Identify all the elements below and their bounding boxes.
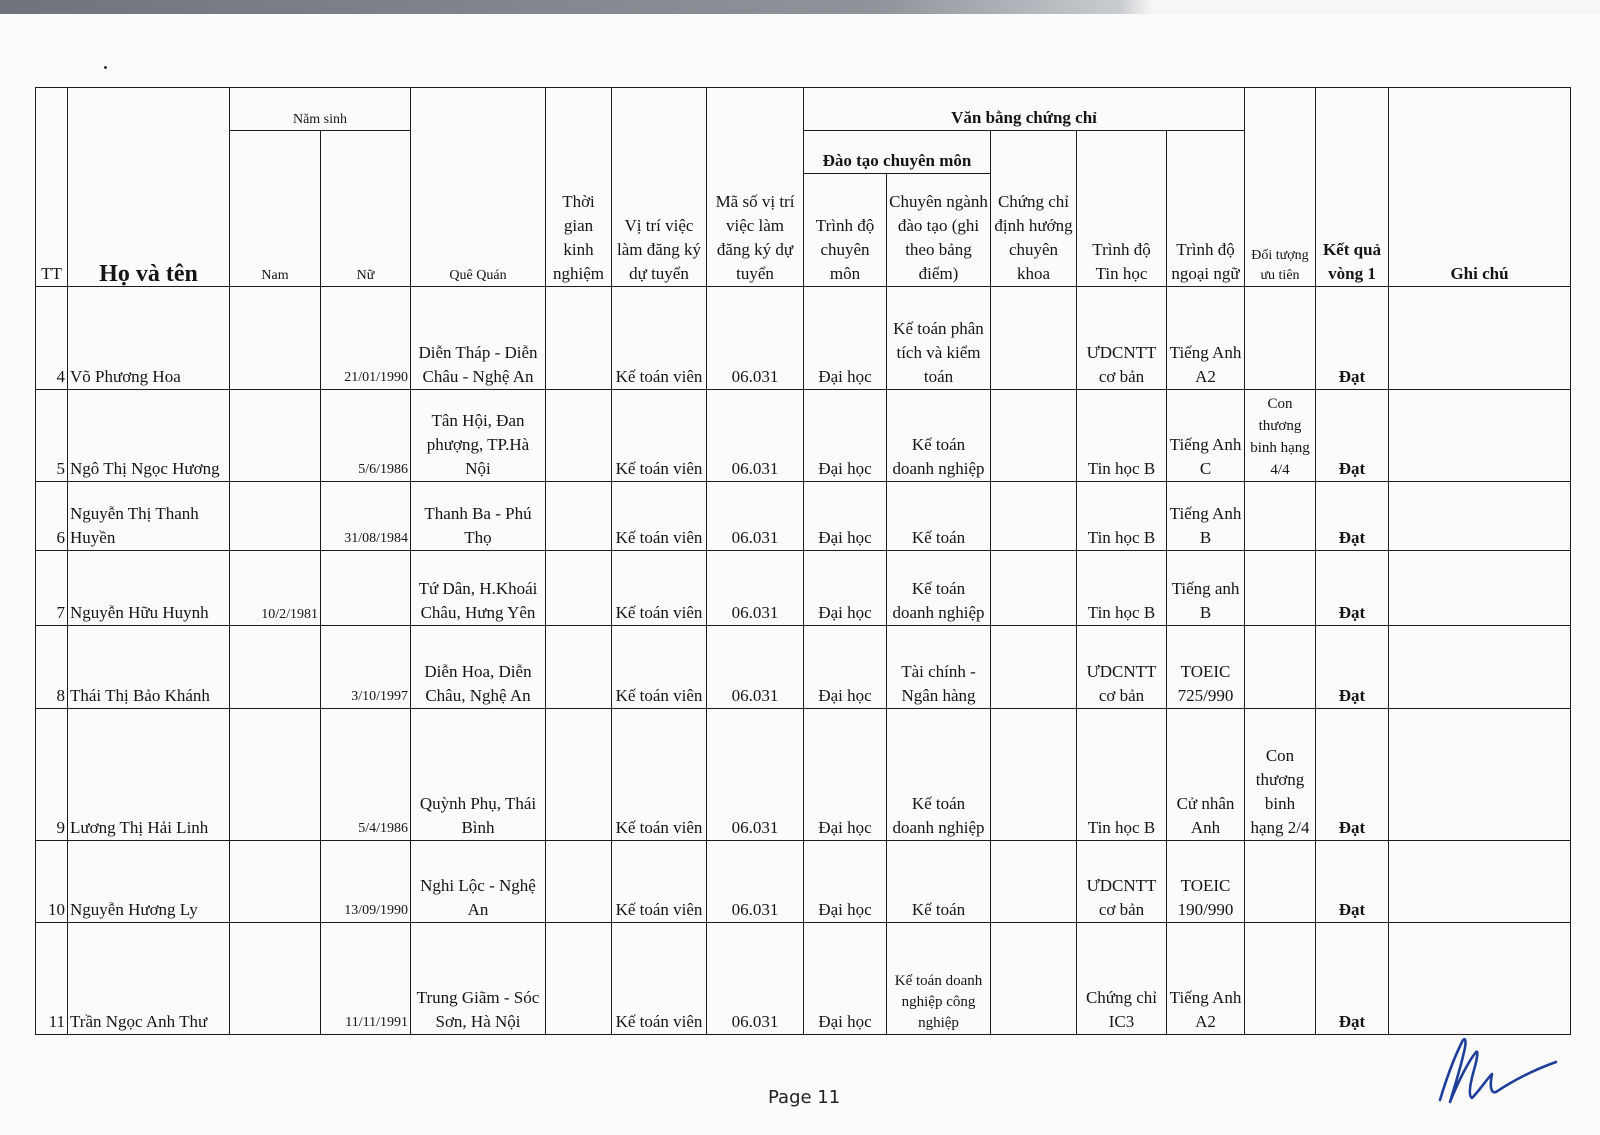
row-level: Đại học — [804, 287, 887, 390]
row-language: Tiếng Anh B — [1167, 482, 1245, 551]
row-male — [230, 287, 321, 390]
row-note — [1389, 626, 1571, 709]
row-experience — [546, 287, 612, 390]
row-name: Nguyễn Hữu Huynh — [68, 551, 230, 626]
row-priority: Con thương binh hạng 4/4 — [1245, 390, 1316, 482]
row-hometown: Quỳnh Phụ, Thái Bình — [411, 709, 546, 841]
row-result: Đạt — [1316, 551, 1389, 626]
header-it-level: Trình độ Tin học — [1077, 131, 1167, 287]
row-female: 21/01/1990 — [321, 287, 411, 390]
row-position: Kế toán viên — [612, 482, 707, 551]
header-result: Kết quả vòng 1 — [1316, 88, 1389, 287]
header-birth-year: Năm sinh — [230, 88, 411, 131]
header-level: Trình độ chuyên môn — [804, 174, 887, 287]
row-name: Nguyễn Hương Ly — [68, 841, 230, 923]
row-it: Tin học B — [1077, 482, 1167, 551]
signature-mark — [1432, 1022, 1562, 1112]
row-level: Đại học — [804, 923, 887, 1035]
row-tt: 8 — [36, 626, 68, 709]
header-certificates: Văn bằng chứng chỉ — [804, 88, 1245, 131]
header-professional-training: Đào tạo chuyên môn — [804, 131, 991, 174]
row-male — [230, 626, 321, 709]
row-major: Kế toán phân tích và kiểm toán — [887, 287, 991, 390]
row-level: Đại học — [804, 626, 887, 709]
row-priority — [1245, 923, 1316, 1035]
row-code: 06.031 — [707, 709, 804, 841]
header-experience: Thời gian kinh nghiệm — [546, 88, 612, 287]
row-position: Kế toán viên — [612, 626, 707, 709]
row-priority — [1245, 551, 1316, 626]
header-major: Chuyên ngành đào tạo (ghi theo bảng điểm) — [887, 174, 991, 287]
row-it: Chứng chỉ IC3 — [1077, 923, 1167, 1035]
row-male — [230, 709, 321, 841]
row-position: Kế toán viên — [612, 287, 707, 390]
row-note — [1389, 923, 1571, 1035]
row-note — [1389, 841, 1571, 923]
row-male — [230, 390, 321, 482]
row-orientation — [991, 287, 1077, 390]
row-hometown: Diễn Tháp - Diễn Châu - Nghệ An — [411, 287, 546, 390]
row-priority: Con thương binh hạng 2/4 — [1245, 709, 1316, 841]
row-name: Lương Thị Hải Linh — [68, 709, 230, 841]
row-name: Ngô Thị Ngọc Hương — [68, 390, 230, 482]
row-level: Đại học — [804, 390, 887, 482]
row-language: TOEIC 190/990 — [1167, 841, 1245, 923]
row-experience — [546, 709, 612, 841]
row-code: 06.031 — [707, 841, 804, 923]
row-hometown: Trung Giãm - Sóc Sơn, Hà Nội — [411, 923, 546, 1035]
row-it: ƯDCNTT cơ bản — [1077, 287, 1167, 390]
row-experience — [546, 551, 612, 626]
row-language: Tiếng anh B — [1167, 551, 1245, 626]
row-it: Tin học B — [1077, 709, 1167, 841]
row-male: 10/2/1981 — [230, 551, 321, 626]
row-tt: 6 — [36, 482, 68, 551]
row-note — [1389, 482, 1571, 551]
table-row — [36, 287, 1571, 390]
row-level: Đại học — [804, 482, 887, 551]
row-orientation — [991, 482, 1077, 551]
row-female: 5/4/1986 — [321, 709, 411, 841]
row-position: Kế toán viên — [612, 841, 707, 923]
row-result: Đạt — [1316, 482, 1389, 551]
row-result: Đạt — [1316, 390, 1389, 482]
row-name: Thái Thị Bảo Khánh — [68, 626, 230, 709]
row-note — [1389, 390, 1571, 482]
scan-edge — [0, 0, 1600, 14]
row-level: Đại học — [804, 841, 887, 923]
row-orientation — [991, 709, 1077, 841]
row-position: Kế toán viên — [612, 551, 707, 626]
row-level: Đại học — [804, 551, 887, 626]
row-it: ƯDCNTT cơ bản — [1077, 841, 1167, 923]
row-language: Tiếng Anh A2 — [1167, 923, 1245, 1035]
header-orientation-cert: Chứng chỉ định hướng chuyên khoa — [991, 131, 1077, 287]
page-number: Page 11 — [768, 1087, 841, 1108]
row-name: Võ Phương Hoa — [68, 287, 230, 390]
row-it: ƯDCNTT cơ bản — [1077, 626, 1167, 709]
row-major: Kế toán doanh nghiệp — [887, 390, 991, 482]
row-name: Trần Ngọc Anh Thư — [68, 923, 230, 1035]
row-result: Đạt — [1316, 287, 1389, 390]
table-row — [36, 626, 1571, 709]
header-hometown: Quê Quán — [411, 88, 546, 287]
row-female: 5/6/1986 — [321, 390, 411, 482]
row-orientation — [991, 551, 1077, 626]
row-orientation — [991, 923, 1077, 1035]
row-hometown: Tứ Dân, H.Khoái Châu, Hưng Yên — [411, 551, 546, 626]
row-orientation — [991, 841, 1077, 923]
row-male — [230, 841, 321, 923]
table-row — [36, 841, 1571, 923]
row-it: Tin học B — [1077, 551, 1167, 626]
row-tt: 11 — [36, 923, 68, 1035]
row-female: 13/09/1990 — [321, 841, 411, 923]
row-note — [1389, 287, 1571, 390]
table-row — [36, 482, 1571, 551]
row-result: Đạt — [1316, 923, 1389, 1035]
stray-mark — [104, 66, 107, 69]
header-female: Nữ — [321, 131, 411, 287]
header-priority: Đối tượng ưu tiên — [1245, 88, 1316, 287]
row-female: 31/08/1984 — [321, 482, 411, 551]
row-hometown: Tân Hội, Đan phượng, TP.Hà Nội — [411, 390, 546, 482]
row-experience — [546, 626, 612, 709]
row-major: Tài chính - Ngân hàng — [887, 626, 991, 709]
row-name: Nguyễn Thị Thanh Huyền — [68, 482, 230, 551]
table-row — [36, 390, 1571, 482]
row-orientation — [991, 626, 1077, 709]
table-row — [36, 551, 1571, 626]
header-name: Họ và tên — [68, 88, 230, 287]
row-priority — [1245, 482, 1316, 551]
row-major: Kế toán doanh nghiệp — [887, 551, 991, 626]
row-language: Tiếng Anh A2 — [1167, 287, 1245, 390]
row-tt: 9 — [36, 709, 68, 841]
row-major: Kế toán doanh nghiệp — [887, 709, 991, 841]
candidate-table — [35, 87, 1571, 1035]
row-tt: 7 — [36, 551, 68, 626]
header-position: Vị trí việc làm đăng ký dự tuyển — [612, 88, 707, 287]
row-level: Đại học — [804, 709, 887, 841]
row-note — [1389, 551, 1571, 626]
row-code: 06.031 — [707, 482, 804, 551]
row-priority — [1245, 287, 1316, 390]
row-female — [321, 551, 411, 626]
header-language-level: Trình độ ngoại ngữ — [1167, 131, 1245, 287]
row-code: 06.031 — [707, 551, 804, 626]
row-hometown: Thanh Ba - Phú Thọ — [411, 482, 546, 551]
row-priority — [1245, 841, 1316, 923]
row-tt: 10 — [36, 841, 68, 923]
row-experience — [546, 923, 612, 1035]
row-language: Cử nhân Anh — [1167, 709, 1245, 841]
header-male: Nam — [230, 131, 321, 287]
row-tt: 5 — [36, 390, 68, 482]
row-it: Tin học B — [1077, 390, 1167, 482]
row-code: 06.031 — [707, 390, 804, 482]
row-experience — [546, 482, 612, 551]
row-female: 3/10/1997 — [321, 626, 411, 709]
header-note: Ghi chú — [1389, 88, 1571, 287]
table-row — [36, 709, 1571, 841]
row-female: 11/11/1991 — [321, 923, 411, 1035]
row-language: TOEIC 725/990 — [1167, 626, 1245, 709]
table-row — [36, 923, 1571, 1035]
row-experience — [546, 390, 612, 482]
row-position: Kế toán viên — [612, 923, 707, 1035]
row-experience — [546, 841, 612, 923]
row-priority — [1245, 626, 1316, 709]
row-code: 06.031 — [707, 923, 804, 1035]
row-language: Tiếng Anh C — [1167, 390, 1245, 482]
header-position-code: Mã số vị trí việc làm đăng ký dự tuyển — [707, 88, 804, 287]
row-note — [1389, 709, 1571, 841]
row-code: 06.031 — [707, 626, 804, 709]
row-result: Đạt — [1316, 626, 1389, 709]
row-tt: 4 — [36, 287, 68, 390]
row-male — [230, 923, 321, 1035]
row-code: 06.031 — [707, 287, 804, 390]
row-position: Kế toán viên — [612, 709, 707, 841]
row-major: Kế toán doanh nghiệp công nghiệp — [887, 923, 991, 1035]
row-major: Kế toán — [887, 841, 991, 923]
row-hometown: Nghi Lộc - Nghệ An — [411, 841, 546, 923]
row-male — [230, 482, 321, 551]
row-orientation — [991, 390, 1077, 482]
header-tt: TT — [36, 88, 68, 287]
row-result: Đạt — [1316, 709, 1389, 841]
row-major: Kế toán — [887, 482, 991, 551]
row-position: Kế toán viên — [612, 390, 707, 482]
row-result: Đạt — [1316, 841, 1389, 923]
row-hometown: Diễn Hoa, Diễn Châu, Nghệ An — [411, 626, 546, 709]
